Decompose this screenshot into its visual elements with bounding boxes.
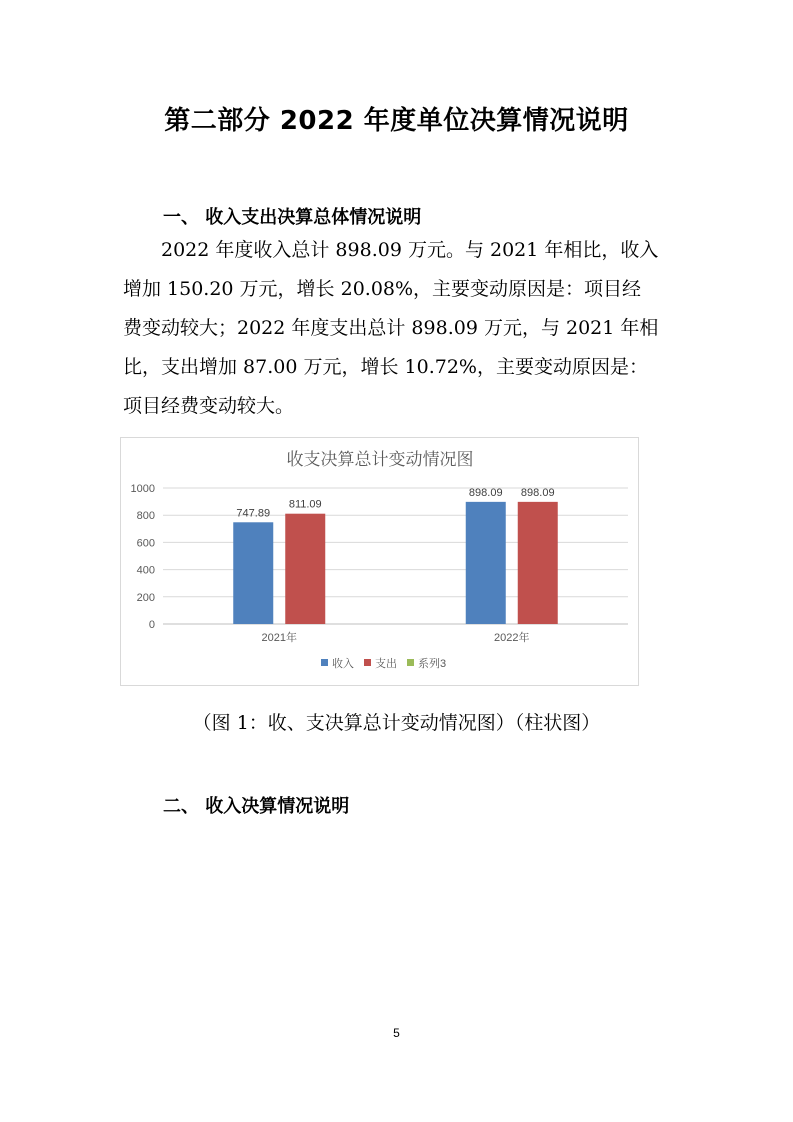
data-label: 898.09 — [520, 486, 555, 499]
figure-caption: （图 1：收、支决算总计变动情况图）（柱状图） — [192, 712, 601, 734]
bar — [518, 502, 558, 624]
y-tick-label: 0 — [148, 619, 155, 631]
legend-label: 收入 — [332, 658, 354, 670]
paragraph-line: 项目经费变动较大。 — [123, 395, 295, 417]
y-tick-label: 1000 — [130, 483, 155, 495]
legend-swatch — [407, 659, 414, 666]
data-label: 811.09 — [288, 498, 322, 511]
y-tick-label: 400 — [136, 564, 155, 577]
legend-swatch — [321, 659, 328, 666]
legend-swatch — [364, 659, 371, 666]
chart-canvas — [121, 438, 640, 687]
bar — [233, 522, 273, 624]
y-tick-label: 800 — [136, 510, 155, 523]
x-tick-label: 2021年 — [261, 632, 297, 644]
income-expense-chart — [120, 437, 639, 686]
chart-title: 收支决算总计变动情况图 — [286, 450, 474, 470]
data-label: 898.09 — [468, 486, 503, 499]
paragraph-line: 比，支出增加 87.00 万元，增长 10.72%，主要变动原因是： — [123, 356, 648, 378]
paragraph-line: 2022 年度收入总计 898.09 万元。与 2021 年相比，收入 — [161, 239, 659, 261]
legend-label: 系列3 — [418, 658, 447, 670]
section-heading-2: 二、 收入决算情况说明 — [163, 796, 350, 817]
summary-paragraph — [123, 231, 683, 426]
legend-label: 支出 — [375, 658, 397, 670]
y-tick-label: 600 — [136, 537, 155, 550]
x-tick-label: 2022年 — [494, 632, 530, 644]
bar — [466, 502, 506, 624]
y-tick-label: 200 — [136, 591, 155, 604]
paragraph-line: 费变动较大；2022 年度支出总计 898.09 万元，与 2021 年相 — [123, 317, 659, 339]
page-title: 第二部分 2022 年度单位决算情况说明 — [164, 106, 629, 136]
bar — [285, 514, 325, 624]
paragraph-line: 增加 150.20 万元，增长 20.08%，主要变动原因是：项目经 — [123, 278, 642, 300]
section-heading-1: 一、 收入支出决算总体情况说明 — [163, 207, 422, 228]
page-number: 5 — [393, 1026, 400, 1040]
data-label: 747.89 — [236, 507, 271, 520]
